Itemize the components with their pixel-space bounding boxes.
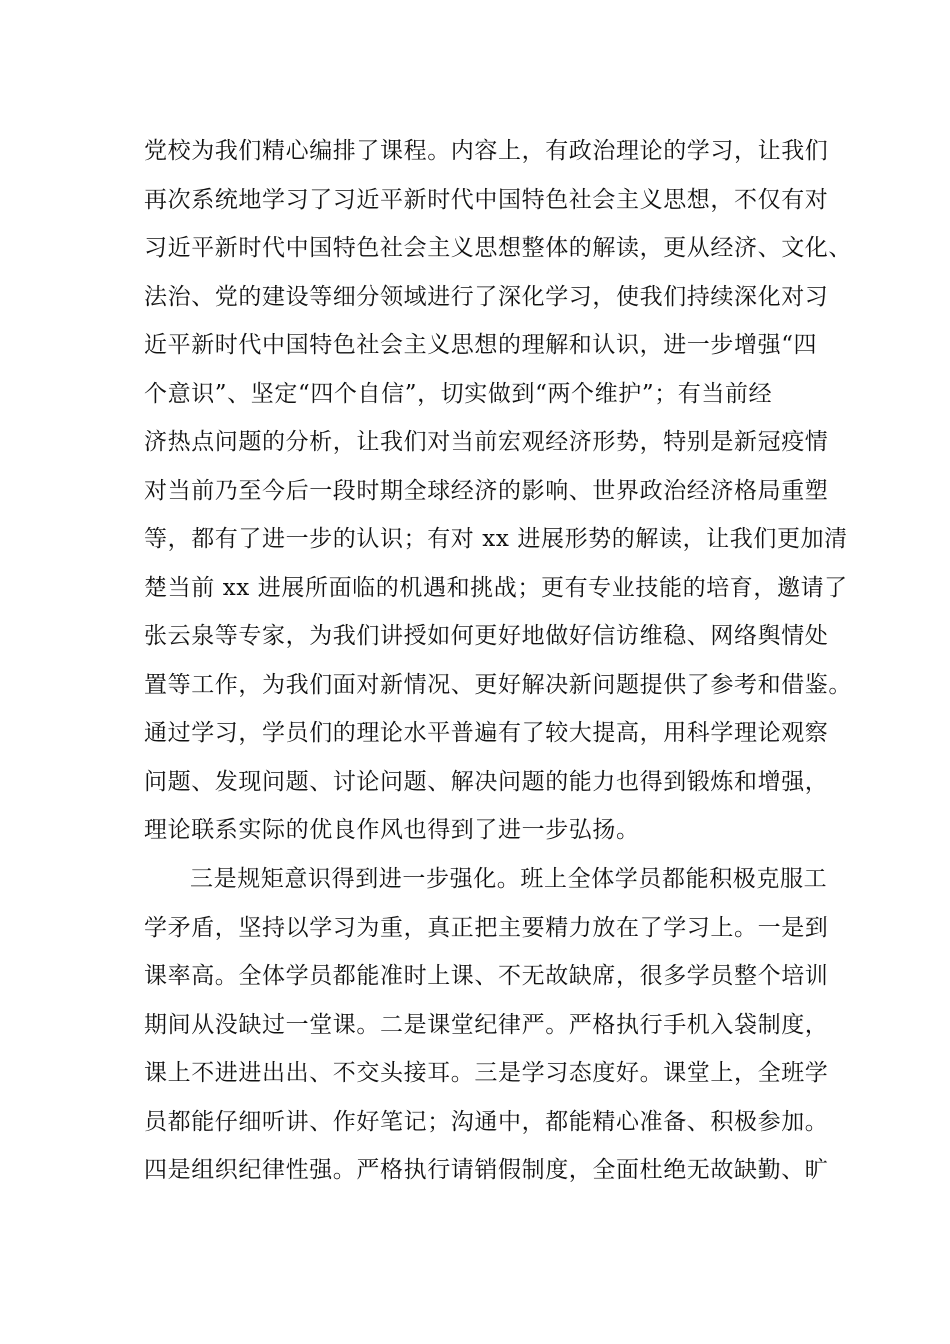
text-line: 等，都有了进一步的认识；有对 xx 进展形势的解读，让我们更加清 [144,526,848,552]
text-line: 再次系统地学习了习近平新时代中国特色社会主义思想，不仅有对 [144,186,829,213]
text-line: 楚当前 xx 进展所面临的机遇和挑战；更有专业技能的培育，邀请了 [144,574,848,601]
paragraph-1 [144,127,852,855]
text-line: 党校为我们精心编排了课程。内容上，有政治理论的学习，让我们 [144,138,829,164]
text-line: 习近平新时代中国特色社会主义思想整体的解读，更从经济、文化、 [144,235,852,261]
text-line: 理论联系实际的优良作风也得到了进一步弘扬。 [144,817,640,843]
text-line: 对当前乃至今后一段时期全球经济的影响、世界政治经济格局重塑 [144,477,829,504]
text-line: 济热点问题的分析，让我们对当前宏观经济形势，特别是新冠疫情 [144,429,829,455]
text-line: 期间从没缺过一堂课。二是课堂纪律严。严格执行手机入袋制度， [144,1011,829,1038]
text-line: 员都能仔细听讲、作好笔记；沟通中，都能精心准备、积极参加。 [144,1108,829,1135]
text-line: 课率高。全体学员都能准时上课、不无故缺席，很多学员整个培训 [144,963,829,989]
text-line: 法治、党的建设等细分领域进行了深化学习，使我们持续深化对习 [144,283,829,310]
text-line: 问题、发现问题、讨论问题、解决问题的能力也得到锻炼和增强， [144,768,829,795]
text-line-indented: 三是规矩意识得到进一步强化。班上全体学员都能积极克服工 [190,866,828,892]
text-line: 通过学习，学员们的理论水平普遍有了较大提高，用科学理论观察 [144,720,829,746]
text-line: 张云泉等专家，为我们讲授如何更好地做好信访维稳、网络舆情处 [144,623,829,649]
paragraph-2 [144,855,844,1195]
text-line: 课上不进进出出、不交头接耳。三是学习态度好。课堂上，全班学 [144,1060,829,1086]
text-line: 近平新时代中国特色社会主义思想的理解和认识，进一步增强“四 [144,332,818,358]
text-line: 置等工作，为我们面对新情况、更好解决新问题提供了参考和借鉴。 [144,671,852,698]
text-line: 四是组织纪律性强。严格执行请销假制度，全面杜绝无故缺勤、旷 [144,1157,829,1183]
text-line: 个意识”、坚定“四个自信”，切实做到“两个维护”；有当前经 [144,380,773,407]
text-line: 学矛盾，坚持以学习为重，真正把主要精力放在了学习上。一是到 [144,914,829,941]
